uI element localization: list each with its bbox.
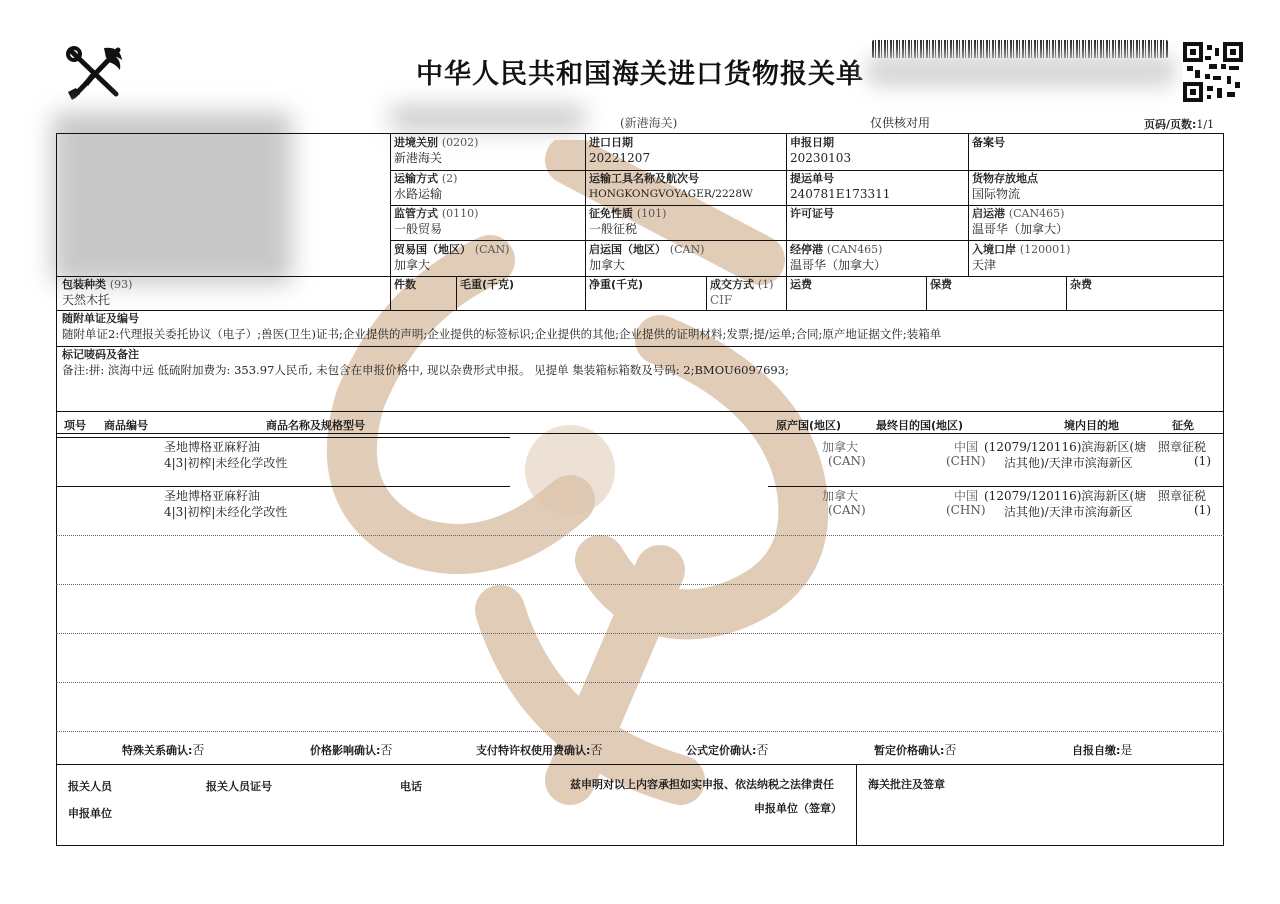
rule — [390, 205, 1224, 206]
storage-place-cell — [972, 172, 1038, 202]
departure-port-code: (CAN465) — [1008, 207, 1065, 220]
special-relation-value: 否 — [192, 743, 205, 757]
levy-nature-label: 征免性质 — [589, 207, 633, 220]
rule — [56, 346, 1224, 347]
trade-country-code: (CAN) — [474, 243, 510, 256]
departure-port-label: 启运港 — [972, 207, 1005, 220]
misc-fee-label: 杂费 — [1070, 278, 1092, 291]
deal-mode-label: 成交方式 — [710, 278, 754, 291]
customs-name: (新港海关) — [620, 116, 678, 130]
redacted-area — [390, 106, 585, 130]
goods-domestic-line2: 沽其他)/天津市滨海新区 — [1004, 456, 1133, 470]
goods-dest-code: (CHN) — [946, 503, 986, 517]
trade-country-value: 加拿大 — [394, 258, 431, 272]
origin-country-value: 加拿大 — [589, 258, 626, 272]
rule — [56, 764, 1224, 765]
license-no-label: 许可证号 — [790, 207, 834, 220]
packing-code: (93) — [109, 278, 133, 291]
goods-header-goods-code: 商品编号 — [104, 419, 148, 432]
entry-customs-code: (0202) — [441, 136, 479, 149]
formula-price-confirm — [686, 741, 768, 758]
supervision-label: 监管方式 — [394, 207, 438, 220]
declarant-label: 报关人员 — [68, 780, 112, 793]
formula-price-label: 公式定价确认: — [686, 744, 757, 757]
rule — [786, 133, 787, 310]
import-date-cell — [589, 136, 650, 166]
row-divider — [56, 682, 1224, 683]
goods-domestic-line1: (12079/120116)滨海新区(塘 — [984, 440, 1147, 454]
rule — [390, 133, 391, 310]
rule — [390, 240, 1224, 241]
transit-port-value: 温哥华（加拿大） — [790, 258, 887, 272]
check-only-label: 仅供核对用 — [870, 116, 931, 130]
marks-value: 备注:拼: 滨海中远 低硫附加费为: 353.97人民币, 未包含在申报价格中, 现以杂费形式申报。 见提单 集装箱标箱数及号码: 2;BMOU6097693; — [62, 363, 789, 377]
declare-unit-label: 申报单位 — [68, 807, 112, 820]
goods-origin-code: (CAN) — [828, 503, 866, 517]
self-report-label: 自报自缴: — [1072, 744, 1121, 757]
gross-weight-cell — [460, 278, 514, 292]
gross-weight-label: 毛重(千克) — [460, 278, 515, 291]
goods-name: 圣地博格亚麻籽油 — [164, 440, 261, 454]
attachments-label: 随附单证及编号 — [62, 312, 139, 325]
entry-customs-label: 进境关别 — [394, 136, 438, 149]
vessel-label: 运输工具名称及航次号 — [589, 172, 699, 185]
special-relation-label: 特殊关系确认: — [122, 744, 193, 757]
goods-dest-name: 中国 — [954, 489, 979, 503]
marks-label: 标记唛码及备注 — [62, 348, 139, 361]
goods-header-goods-name: 商品名称及规格型号 — [266, 419, 365, 432]
row-divider — [56, 437, 510, 438]
goods-origin-name: 加拿大 — [822, 489, 859, 503]
freight-cell — [790, 278, 812, 292]
goods-dest-name: 中国 — [954, 440, 979, 454]
bill-no-value: 240781E173311 — [790, 187, 891, 201]
trade-country-cell — [394, 243, 509, 273]
packing-label: 包装种类 — [62, 278, 106, 291]
rule — [856, 764, 857, 846]
goods-dest-code: (CHN) — [946, 454, 986, 468]
rule — [56, 310, 1224, 311]
import-date-label: 进口日期 — [589, 136, 633, 149]
transit-port-cell — [790, 243, 886, 273]
declarant-cert-label: 报关人员证号 — [206, 780, 272, 793]
departure-port-value: 温哥华（加拿大） — [972, 222, 1069, 236]
page-number — [1144, 116, 1214, 132]
record-no-cell — [972, 136, 1005, 150]
page-number-label: 页码/页数: — [1144, 118, 1197, 131]
declare-date-cell — [790, 136, 851, 166]
goods-levy: 照章征税 — [1158, 440, 1207, 454]
transport-mode-label: 运输方式 — [394, 172, 438, 185]
rule — [456, 276, 457, 310]
origin-country-cell — [589, 243, 704, 273]
goods-origin-name: 加拿大 — [822, 440, 859, 454]
provisional-price-value: 否 — [944, 743, 957, 757]
deal-mode-cell — [710, 278, 773, 308]
pieces-cell — [394, 278, 416, 292]
goods-domestic-line2: 沽其他)/天津市滨海新区 — [1004, 505, 1133, 519]
row-divider — [56, 486, 510, 487]
barcode-redaction — [866, 54, 1176, 88]
storage-place-value: 国际物流 — [972, 187, 1021, 201]
rule — [56, 276, 1224, 277]
rule — [56, 433, 1224, 434]
entry-customs-value: 新港海关 — [394, 151, 443, 165]
declaration-statement: 兹申明对以上内容承担如实申报、依法纳税之法律责任 — [570, 778, 834, 791]
goods-spec: 4|3|初榨|未经化学改性 — [164, 456, 288, 470]
royalty-value: 否 — [590, 743, 603, 757]
price-influence-label: 价格影响确认: — [310, 744, 381, 757]
vessel-cell — [589, 172, 753, 202]
transport-mode-code: (2) — [441, 172, 458, 185]
royalty-label: 支付特许权使用费确认: — [476, 744, 591, 757]
rule — [1066, 276, 1067, 310]
row-divider — [56, 731, 1224, 732]
transit-port-code: (CAN465) — [826, 243, 883, 256]
supervision-value: 一般贸易 — [394, 222, 443, 236]
customs-approval-label: 海关批注及签章 — [868, 778, 945, 791]
goods-header-final-dest: 最终目的国(地区) — [876, 419, 964, 432]
goods-header-levy: 征免 — [1172, 419, 1194, 432]
page-number-value: 1/1 — [1196, 118, 1215, 131]
royalty-confirm — [476, 741, 602, 758]
insurance-label: 保费 — [930, 278, 952, 291]
transit-port-label: 经停港 — [790, 243, 823, 256]
goods-spec: 4|3|初榨|未经化学改性 — [164, 505, 288, 519]
goods-levy-code: (1) — [1194, 454, 1211, 468]
page-title: 中华人民共和国海关进口货物报关单 — [416, 59, 864, 90]
goods-levy: 照章征税 — [1158, 489, 1207, 503]
levy-nature-cell — [589, 207, 666, 237]
misc-fee-cell — [1070, 278, 1092, 292]
freight-label: 运费 — [790, 278, 812, 291]
goods-levy-code: (1) — [1194, 503, 1211, 517]
license-no-cell — [790, 207, 834, 221]
supervision-code: (0110) — [441, 207, 479, 220]
goods-header-origin: 原产国(地区) — [776, 419, 842, 432]
storage-place-label: 货物存放地点 — [972, 172, 1038, 185]
qr-code-icon — [1183, 42, 1243, 102]
row-divider — [56, 535, 1224, 536]
attachments-value: 随附单证2:代理报关委托协议（电子）;兽医(卫生)证书;企业提供的声明;企业提供的标签标识;企业提供的其他;企业提供的证明材料;发票;提/运单;合同;原产地证据文件;装箱单 — [62, 327, 942, 341]
net-weight-label: 净重(千克) — [589, 278, 644, 291]
packing-cell — [62, 278, 132, 308]
marks-cell — [62, 348, 1218, 378]
declare-date-value: 20230103 — [790, 151, 852, 165]
rule — [968, 133, 969, 276]
rule — [585, 133, 586, 310]
self-report-value: 是 — [1120, 743, 1133, 757]
self-report-confirm — [1072, 741, 1132, 758]
goods-header-item-no: 项号 — [64, 419, 86, 432]
trade-country-label: 贸易国（地区） — [394, 243, 471, 256]
declare-date-label: 申报日期 — [790, 136, 834, 149]
rule — [926, 276, 927, 310]
goods-name: 圣地博格亚麻籽油 — [164, 489, 261, 503]
entry-port-code: (120001) — [1019, 243, 1071, 256]
import-date-value: 20221207 — [589, 151, 651, 165]
entry-customs-cell — [394, 136, 478, 166]
entry-port-cell — [972, 243, 1070, 273]
goods-domestic-line1: (12079/120116)滨海新区(塘 — [984, 489, 1147, 503]
vessel-value: HONGKONGVOYAGER/2228W — [589, 188, 753, 200]
formula-price-value: 否 — [756, 743, 769, 757]
entry-port-label: 入境口岸 — [972, 243, 1016, 256]
net-weight-cell — [589, 278, 643, 292]
departure-port-cell — [972, 207, 1068, 237]
pieces-label: 件数 — [394, 278, 416, 291]
declare-unit-seal-label: 申报单位（签章） — [754, 802, 842, 815]
deal-mode-value: CIF — [710, 293, 733, 307]
row-divider — [56, 633, 1224, 634]
deal-mode-code: (1) — [757, 278, 774, 291]
record-no-label: 备案号 — [972, 136, 1005, 149]
bill-no-label: 提运单号 — [790, 172, 834, 185]
phone-label: 电话 — [400, 780, 422, 793]
price-influence-confirm — [310, 741, 392, 758]
transport-mode-cell — [394, 172, 457, 202]
origin-country-label: 启运国（地区） — [589, 243, 666, 256]
provisional-price-confirm — [874, 741, 956, 758]
provisional-price-label: 暂定价格确认: — [874, 744, 945, 757]
levy-nature-code: (101) — [636, 207, 667, 220]
price-influence-value: 否 — [380, 743, 393, 757]
goods-origin-code: (CAN) — [828, 454, 866, 468]
supervision-cell — [394, 207, 478, 237]
insurance-cell — [930, 278, 952, 292]
rule — [706, 276, 707, 310]
packing-value: 天然木托 — [62, 293, 111, 307]
bill-no-cell — [790, 172, 890, 202]
origin-country-code: (CAN) — [669, 243, 705, 256]
rule — [390, 170, 1224, 171]
special-relation-confirm — [122, 741, 204, 758]
goods-header-domestic-dest: 境内目的地 — [1064, 419, 1119, 432]
attachments-cell — [62, 312, 1218, 342]
levy-nature-value: 一般征税 — [589, 222, 638, 236]
rule — [56, 411, 1224, 412]
transport-mode-value: 水路运输 — [394, 187, 443, 201]
row-divider — [56, 584, 1224, 585]
entry-port-value: 天津 — [972, 258, 997, 272]
